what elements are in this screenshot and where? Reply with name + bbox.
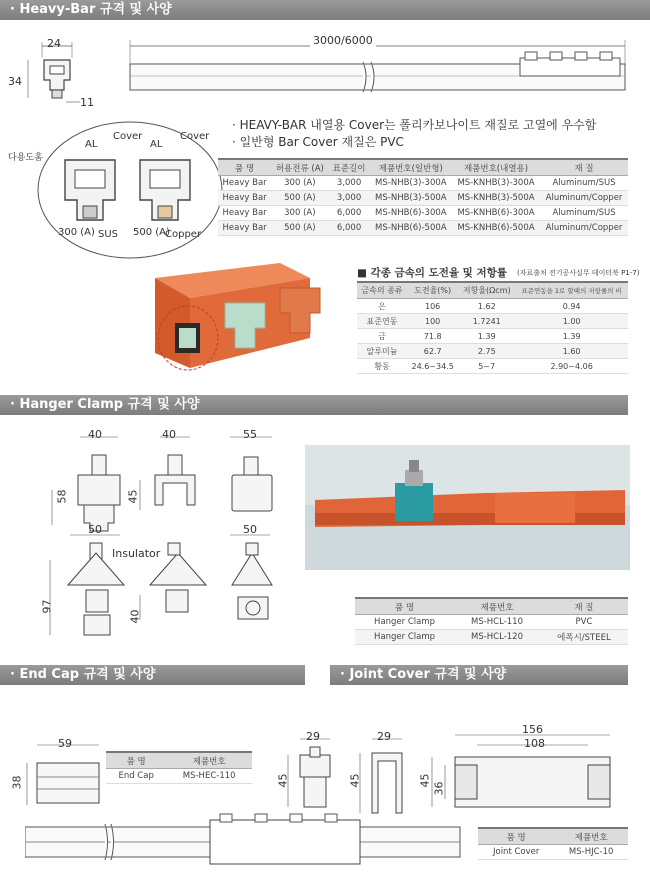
cell: MS-KNHB(3)-500A <box>452 191 540 206</box>
dim-clamp-h2: 45 <box>126 489 140 504</box>
cell: 6,000 <box>328 206 369 221</box>
cell: 500 (A) <box>271 221 328 236</box>
th: 저항율(Ωcm) <box>458 282 515 299</box>
label-al-left: AL <box>85 139 98 150</box>
dim-clamp-d: 50 <box>88 523 102 536</box>
cell: Joint Cover <box>478 845 554 860</box>
th: 허용전류 (A) <box>271 159 328 176</box>
dim-heavy-bar-width: 24 <box>47 37 61 50</box>
section-header-joint-cover: · Joint Cover 규격 및 사양 <box>330 665 628 685</box>
cell: 500 (A) <box>271 191 328 206</box>
joint-cover-assembly-drawing <box>25 812 470 868</box>
th: 표준연동을 1로 할때의 저항률의 비 <box>515 282 628 299</box>
dim-end-cap-height: 38 <box>10 775 24 790</box>
th: 품 명 <box>355 598 454 615</box>
cell: 에폭시/STEEL <box>540 630 628 645</box>
dim-clamp-h4: 40 <box>128 609 142 624</box>
table-row <box>218 221 628 236</box>
heavy-bar-spec-table <box>218 158 628 236</box>
dim-joint-total: 156 <box>522 723 543 736</box>
cell: Heavy Bar <box>218 206 271 221</box>
label-copper: Copper <box>165 229 202 240</box>
section-header-heavy-bar: · Heavy-Bar 규격 및 사양 <box>0 0 650 20</box>
cell: 0.94 <box>515 299 628 314</box>
cell: Heavy Bar <box>218 221 271 236</box>
table-row <box>357 329 628 344</box>
cell: 6,000 <box>328 221 369 236</box>
dim-clamp-a: 40 <box>88 428 102 441</box>
th: 제품번호 <box>166 752 252 769</box>
dim-joint-h1: 45 <box>276 773 290 788</box>
table-row <box>478 845 628 860</box>
cell: Aluminum/Copper <box>540 221 628 236</box>
th: 제품번호(일반형) <box>370 159 452 176</box>
cell: 알루미늄 <box>357 344 407 359</box>
table-row <box>357 314 628 329</box>
cell: 1.60 <box>515 344 628 359</box>
cell: 1.39 <box>458 329 515 344</box>
cell: 1.7241 <box>458 314 515 329</box>
end-cap-table <box>106 751 252 784</box>
cell: 100 <box>407 314 458 329</box>
cell: MS-NHB(6)-500A <box>370 221 452 236</box>
section-header-hanger-clamp: · Hanger Clamp 규격 및 사양 <box>0 395 628 415</box>
dim-clamp-h3: 97 <box>40 599 54 614</box>
cell: 5~7 <box>458 359 515 374</box>
dim-end-cap-width: 59 <box>58 737 72 750</box>
dim-heavy-bar-foot: 11 <box>80 96 94 109</box>
th: 재 질 <box>540 159 628 176</box>
cell: Aluminum/Copper <box>540 191 628 206</box>
cell: 2.90~4.06 <box>515 359 628 374</box>
cell: 금 <box>357 329 407 344</box>
label-al-right: AL <box>150 139 163 150</box>
dim-joint-h4: 36 <box>432 781 446 796</box>
cell: 2.75 <box>458 344 515 359</box>
th: 제품번호(내열용) <box>452 159 540 176</box>
table-row <box>355 630 628 645</box>
cell: 1.00 <box>515 314 628 329</box>
heavy-bar-photo <box>150 258 350 378</box>
cell: Aluminum/SUS <box>540 176 628 191</box>
th: 재 질 <box>540 598 628 615</box>
dim-joint-a: 29 <box>306 730 320 743</box>
cell: 300 (A) <box>271 206 328 221</box>
cell: 24.6~34.5 <box>407 359 458 374</box>
cell: 1.62 <box>458 299 515 314</box>
label-300a: 300 (A) <box>58 227 95 238</box>
dim-joint-h3: 45 <box>418 773 432 788</box>
cell: 3,000 <box>328 191 369 206</box>
cell: PVC <box>540 615 628 630</box>
dim-clamp-e: 50 <box>243 523 257 536</box>
heavy-bar-length-drawing <box>125 36 630 106</box>
conductivity-title: ■ 각종 금속의 도전율 및 저항률 <box>357 267 507 279</box>
th: 품 명 <box>218 159 271 176</box>
th: 제품번호 <box>454 598 540 615</box>
table-row <box>357 299 628 314</box>
label-500a: 500 (A) <box>133 227 170 238</box>
cell: 71.8 <box>407 329 458 344</box>
dim-heavy-bar-height: 34 <box>8 75 22 88</box>
cell: MS-KNHB(6)-500A <box>452 221 540 236</box>
cell: MS-HJC-10 <box>554 845 628 860</box>
cell: 1.39 <box>515 329 628 344</box>
cell: Heavy Bar <box>218 176 271 191</box>
table-row <box>357 359 628 374</box>
hanger-clamp-table <box>355 597 628 645</box>
label-cover-left: Cover <box>113 131 143 142</box>
label-cover-right: Cover <box>180 131 210 142</box>
table-row <box>218 176 628 191</box>
th: 품 명 <box>106 752 166 769</box>
conductivity-source: (자료출처 전기공사실무 데이터북 P1-7) <box>517 269 640 277</box>
cell: 106 <box>407 299 458 314</box>
th: 표준길이 <box>328 159 369 176</box>
cell: MS-NHB(3)-500A <box>370 191 452 206</box>
joint-cover-table <box>478 827 628 860</box>
dim-joint-h2: 45 <box>348 773 362 788</box>
cell: MS-HCL-110 <box>454 615 540 630</box>
label-multipurpose-groove: 다용도홈 <box>8 153 43 163</box>
dim-joint-inner: 108 <box>524 737 545 750</box>
dim-clamp-c: 55 <box>243 428 257 441</box>
heavy-bar-note-1: · HEAVY-BAR 내열용 Cover는 폴리카보나이트 재질로 고열에 우수함 <box>232 118 597 132</box>
heavy-bar-note-2: · 일반형 Bar Cover 재질은 PVC <box>232 135 404 149</box>
th: 제품번호 <box>554 828 628 845</box>
dim-heavy-bar-length: 3000/6000 <box>310 34 376 47</box>
joint-cover-drawings <box>280 725 630 825</box>
cell: Heavy Bar <box>218 191 271 206</box>
cell: MS-KNHB(3)-300A <box>452 176 540 191</box>
cell: Hanger Clamp <box>355 615 454 630</box>
cell: 표준연동 <box>357 314 407 329</box>
hanger-clamp-photo <box>305 445 630 570</box>
th: 도전율(%) <box>407 282 458 299</box>
cell: MS-KNHB(6)-300A <box>452 206 540 221</box>
cell: MS-HEC-110 <box>166 769 252 784</box>
cell: 은 <box>357 299 407 314</box>
table-row <box>355 615 628 630</box>
cell: Hanger Clamp <box>355 630 454 645</box>
label-sus: SUS <box>98 229 119 240</box>
cell: Aluminum/SUS <box>540 206 628 221</box>
cell: MS-HCL-120 <box>454 630 540 645</box>
section-header-end-cap: · End Cap 규격 및 사양 <box>0 665 305 685</box>
table-row <box>218 191 628 206</box>
table-row <box>106 769 252 784</box>
cell: 62.7 <box>407 344 458 359</box>
label-insulator: Insulator <box>112 547 161 560</box>
th: 금속의 종류 <box>357 282 407 299</box>
cell: End Cap <box>106 769 166 784</box>
dim-clamp-b: 40 <box>162 428 176 441</box>
table-row <box>218 206 628 221</box>
th: 품 명 <box>478 828 554 845</box>
table-row <box>357 344 628 359</box>
cell: 300 (A) <box>271 176 328 191</box>
cell: MS-NHB(6)-300A <box>370 206 452 221</box>
cell: MS-NHB(3)-300A <box>370 176 452 191</box>
dim-clamp-h1: 58 <box>55 489 69 504</box>
conductivity-table <box>357 281 628 374</box>
dim-joint-b: 29 <box>377 730 391 743</box>
cell: 3,000 <box>328 176 369 191</box>
cell: 황동 <box>357 359 407 374</box>
